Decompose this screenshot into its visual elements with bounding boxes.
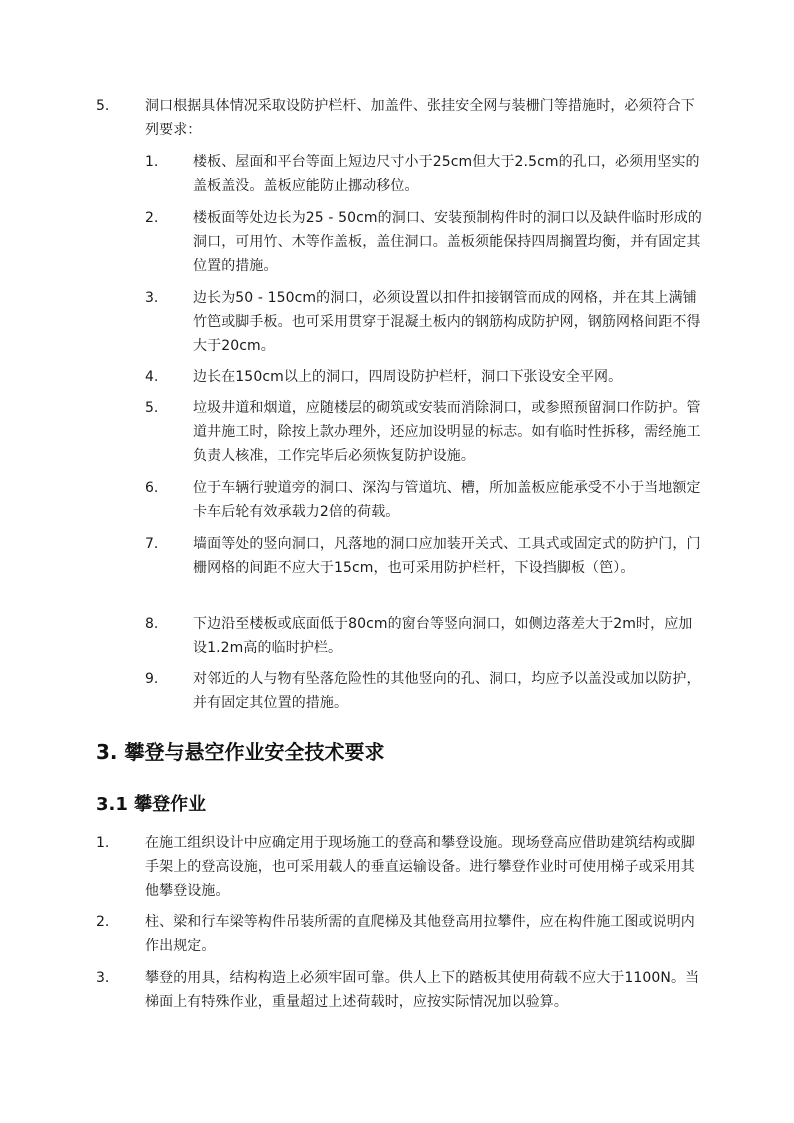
sub-list-item-text: 边长为50 - 150cm的洞口，必须设置以扣件扣接钢管而成的网格，并在其上满铺竹笆或脚手板。也可采用贯穿于混凝土板内的钢筋构成防护网，钢筋网格间距不得大于20cm。 (193, 290, 701, 354)
sub-list-number: 1. (145, 154, 159, 170)
sub-list-number: 4. (145, 369, 159, 385)
sub-list-number: 2. (145, 210, 159, 226)
list-number: 1. (96, 835, 110, 851)
sub-list-item-text: 楼板面等处边长为25 - 50cm的洞口、安装预制构件时的洞口以及缺件临时形成的洞口，可用竹、木等作盖板，盖住洞口。盖板须能保持四周搁置均衡，并有固定其位置的措施。 (193, 210, 702, 274)
sub-list-number: 9. (145, 671, 159, 687)
list-number: 5. (96, 98, 110, 114)
list-item-text: 攀登的用具，结构构造上必须牢固可靠。供人上下的踏板其使用荷载不应大于1100N。当梯面上有特殊作业，重量超过上述荷载时，应按实际情况加以验算。 (145, 970, 700, 1010)
list-number: 2. (96, 914, 110, 930)
list-number: 3. (96, 970, 110, 986)
sub-list-item-text: 垃圾井道和烟道，应随楼层的砌筑或安装而消除洞口，或参照预留洞口作防护。管道井施工时，除按上款办理外，还应加设明显的标志。如有临时性拆移，需经施工负责人核准，工作完毕后必须恢复防护设施。 (193, 400, 701, 464)
list-item-text: 柱、梁和行车梁等构件吊装所需的直爬梯及其他登高用拉攀件，应在构件施工图或说明内作出规定。 (145, 914, 695, 954)
sub-list-number: 8. (145, 616, 159, 632)
sub-list-item-text: 对邻近的人与物有坠落危险性的其他竖向的孔、洞口，均应予以盖没或加以防护，并有固定其位置的措施。 (193, 671, 701, 711)
section-heading: 3. 攀登与悬空作业安全技术要求 (96, 740, 385, 764)
sub-list-item-text: 位于车辆行驶道旁的洞口、深沟与管道坑、槽，所加盖板应能承受不小于当地额定卡车后轮有效承载力2倍的荷载。 (193, 480, 701, 520)
list-item-text: 洞口根据具体情况采取设防护栏杆、加盖件、张挂安全网与装栅门等措施时，必须符合下列要求： (145, 98, 695, 138)
sub-list-number: 7. (145, 536, 159, 552)
sub-list-number: 6. (145, 480, 159, 496)
sub-list-number: 5. (145, 400, 159, 416)
list-item-text: 在施工组织设计中应确定用于现场施工的登高和攀登设施。现场登高应借助建筑结构或脚手架上的登高设施，也可采用载人的垂直运输设备。进行攀登作业时可使用梯子或采用其他攀登设施。 (145, 835, 695, 899)
sub-list-item-text: 下边沿至楼板或底面低于80cm的窗台等竖向洞口，如侧边落差大于2m时，应加设1.2m高的临时护栏。 (193, 616, 693, 656)
sub-list-item-text: 楼板、屋面和平台等面上短边尺寸小于25cm但大于2.5cm的孔口，必须用坚实的盖板盖没。盖板应能防止挪动移位。 (193, 154, 700, 194)
subsection-heading: 3.1 攀登作业 (96, 794, 207, 815)
sub-list-number: 3. (145, 290, 159, 306)
sub-list-item-text: 墙面等处的竖向洞口，凡落地的洞口应加装开关式、工具式或固定式的防护门，门栅网格的间距不应大于15cm，也可采用防护栏杆，下设挡脚板（笆）。 (193, 536, 701, 576)
sub-list-item-text: 边长在150cm以上的洞口，四周设防护栏杆，洞口下张设安全平网。 (193, 369, 623, 385)
